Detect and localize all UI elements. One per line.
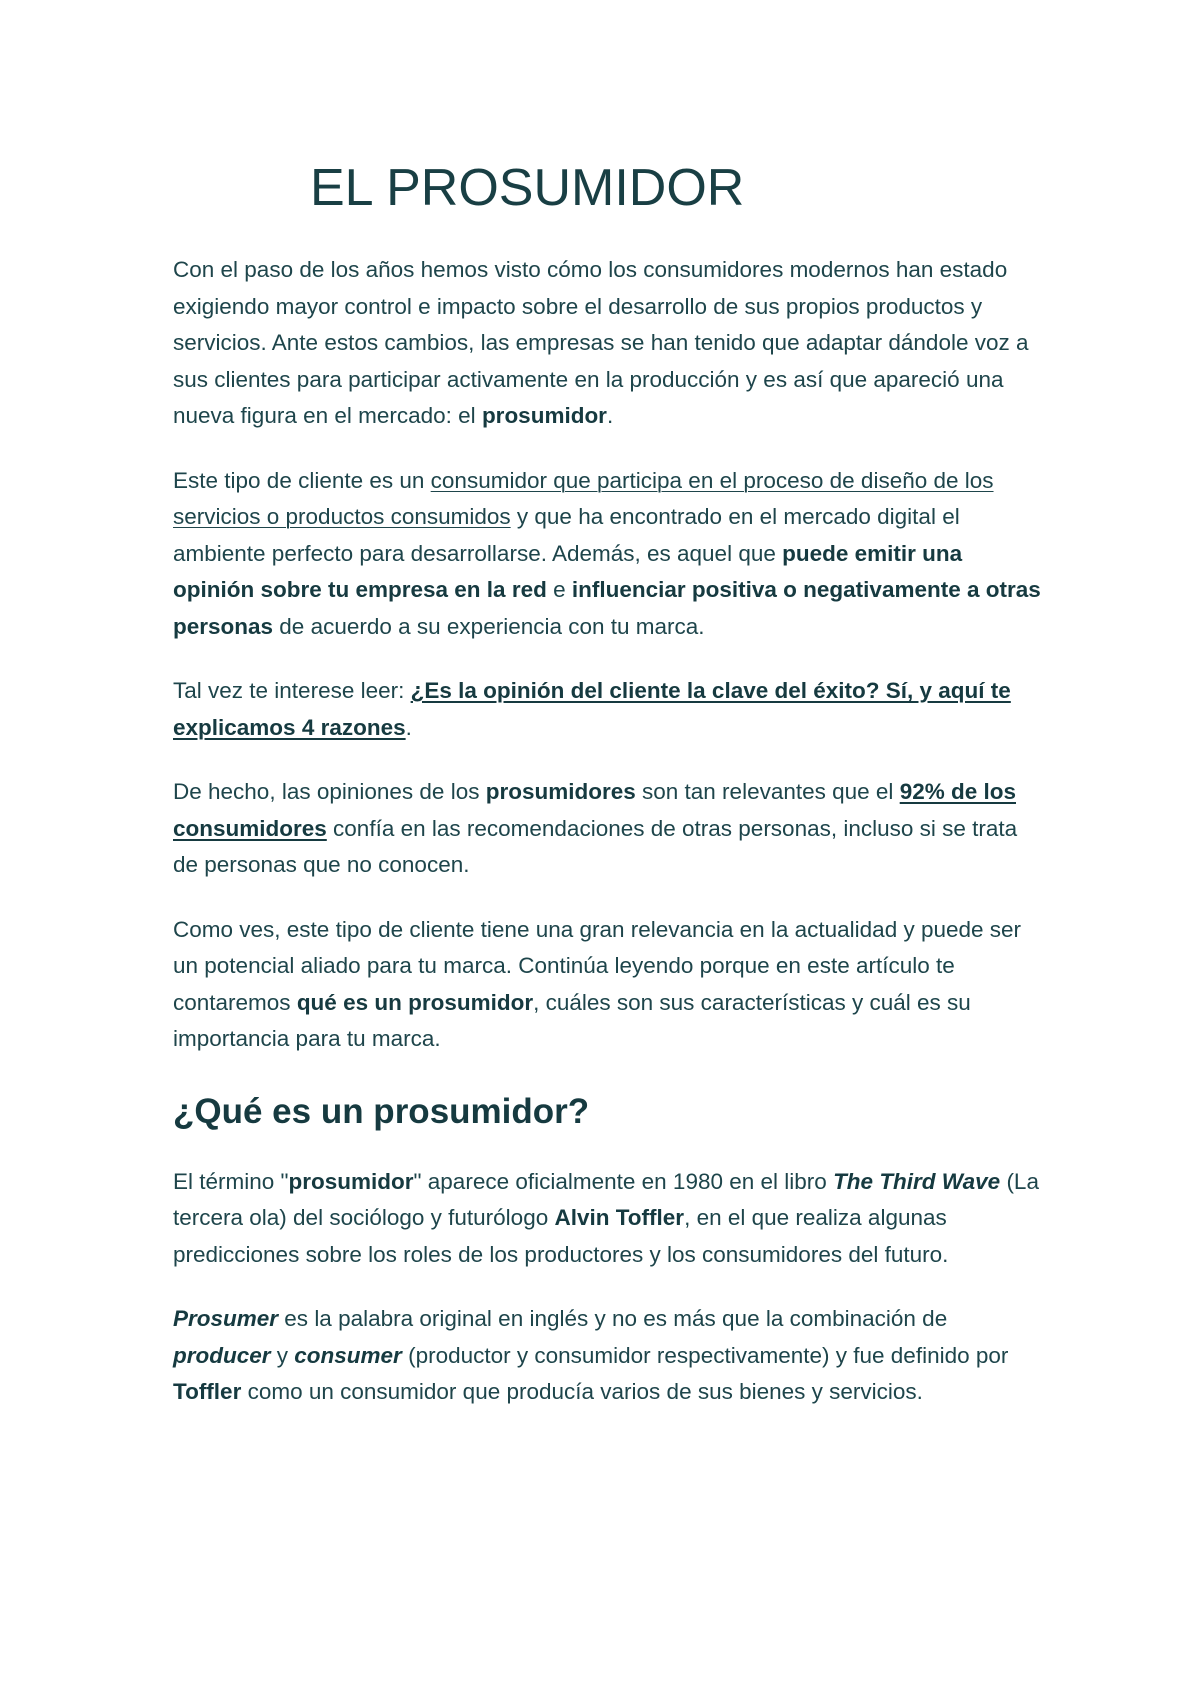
text-run: , en el que realiza algunas predicciones sobre los roles de los productores y los consumidores del futuro. xyxy=(173,1205,949,1267)
text-run: Con el paso de los años hemos visto cómo los consumidores modernos han estado exigiendo mayor control e impacto sobre el desarrollo de sus propios productos y servicios. Ante estos cambios, las empresas se han tenido que adaptar dándole voz a sus clientes para participar activamente en la producción y es así que apareció una nueva figura en el mercado: el xyxy=(173,257,1029,428)
document-body xyxy=(173,150,1043,1411)
term-prosumer: Prosumer xyxy=(173,1306,279,1331)
text-run: . xyxy=(606,403,614,428)
text-run: De hecho, las opiniones de los xyxy=(173,779,486,804)
bold-phrase: influenciar positiva o negativamente a otras personas xyxy=(173,577,1041,639)
related-article-link[interactable]: ¿Es la opinión del cliente la clave del éxito? Sí, y aquí te explicamos 4 razones xyxy=(173,678,1011,740)
text-run: Como ves, este tipo de cliente tiene una gran relevancia en la actualidad y puede ser un potencial aliado para tu marca. Continúa leyendo porque en este artículo te contaremos xyxy=(173,916,1022,1015)
text-run: y que ha encontrado en el mercado digital el ambiente perfecto para desarrollarse. Además, es aquel que xyxy=(173,504,960,566)
statistic-link[interactable]: 92% de los consumidores xyxy=(173,779,1016,841)
text-run: de acuerdo a su experiencia con tu marca. xyxy=(273,613,705,639)
text-run: son tan relevantes que el xyxy=(635,779,900,804)
text-run: como un consumidor que producía varios de sus bienes y servicios. xyxy=(241,1379,923,1404)
text-run: (La tercera ola) del sociólogo y futurólogo xyxy=(173,1168,1039,1230)
text-run: e xyxy=(546,577,572,602)
paragraph-statistic xyxy=(173,774,1043,884)
bold-term: prosumidor xyxy=(288,1168,414,1194)
bold-phrase: qué es un prosumidor xyxy=(296,989,534,1015)
author-name: Toffler xyxy=(173,1379,242,1404)
paragraph-related-read xyxy=(173,673,1043,746)
term-consumer: consumer xyxy=(294,1342,402,1368)
text-run: confía en las recomendaciones de otras personas, incluso si se trata de personas que no conocen. xyxy=(173,815,1018,877)
paragraph-intro xyxy=(173,252,1043,435)
text-run: Tal vez te interese leer: xyxy=(173,678,411,703)
text-run: (productor y consumidor respectivamente) y fue definido por xyxy=(401,1342,1009,1368)
bold-term: prosumidor xyxy=(481,403,607,428)
bold-term: prosumidores xyxy=(485,779,636,804)
term-producer: producer xyxy=(173,1342,271,1368)
text-run: es la palabra original en inglés y no es más que la combinación de xyxy=(278,1306,948,1331)
bold-phrase: puede emitir una opinión sobre tu empresa en la red xyxy=(173,540,963,602)
document-title: EL PROSUMIDOR xyxy=(310,159,745,217)
text-run: El término " xyxy=(173,1168,289,1194)
section-heading: ¿Qué es un prosumidor? xyxy=(173,1091,590,1131)
text-run: . xyxy=(405,714,412,740)
paragraph-etymology xyxy=(173,1301,1043,1411)
text-run: Este tipo de cliente es un xyxy=(173,467,431,493)
author-name: Alvin Toffler xyxy=(554,1205,685,1230)
text-run: , cuáles son sus características y cuál es su importancia para tu marca. xyxy=(173,989,971,1051)
text-run: " aparece oficialmente en 1980 en el libro xyxy=(413,1168,834,1194)
paragraph-definition xyxy=(173,463,1043,646)
paragraph-origin xyxy=(173,1164,1043,1274)
underlined-phrase: consumidor que participa en el proceso de diseño de los servicios o productos consumidos xyxy=(173,467,994,529)
book-title: The Third Wave xyxy=(833,1168,1001,1194)
paragraph-overview xyxy=(173,912,1043,1058)
text-run: y xyxy=(270,1342,295,1368)
